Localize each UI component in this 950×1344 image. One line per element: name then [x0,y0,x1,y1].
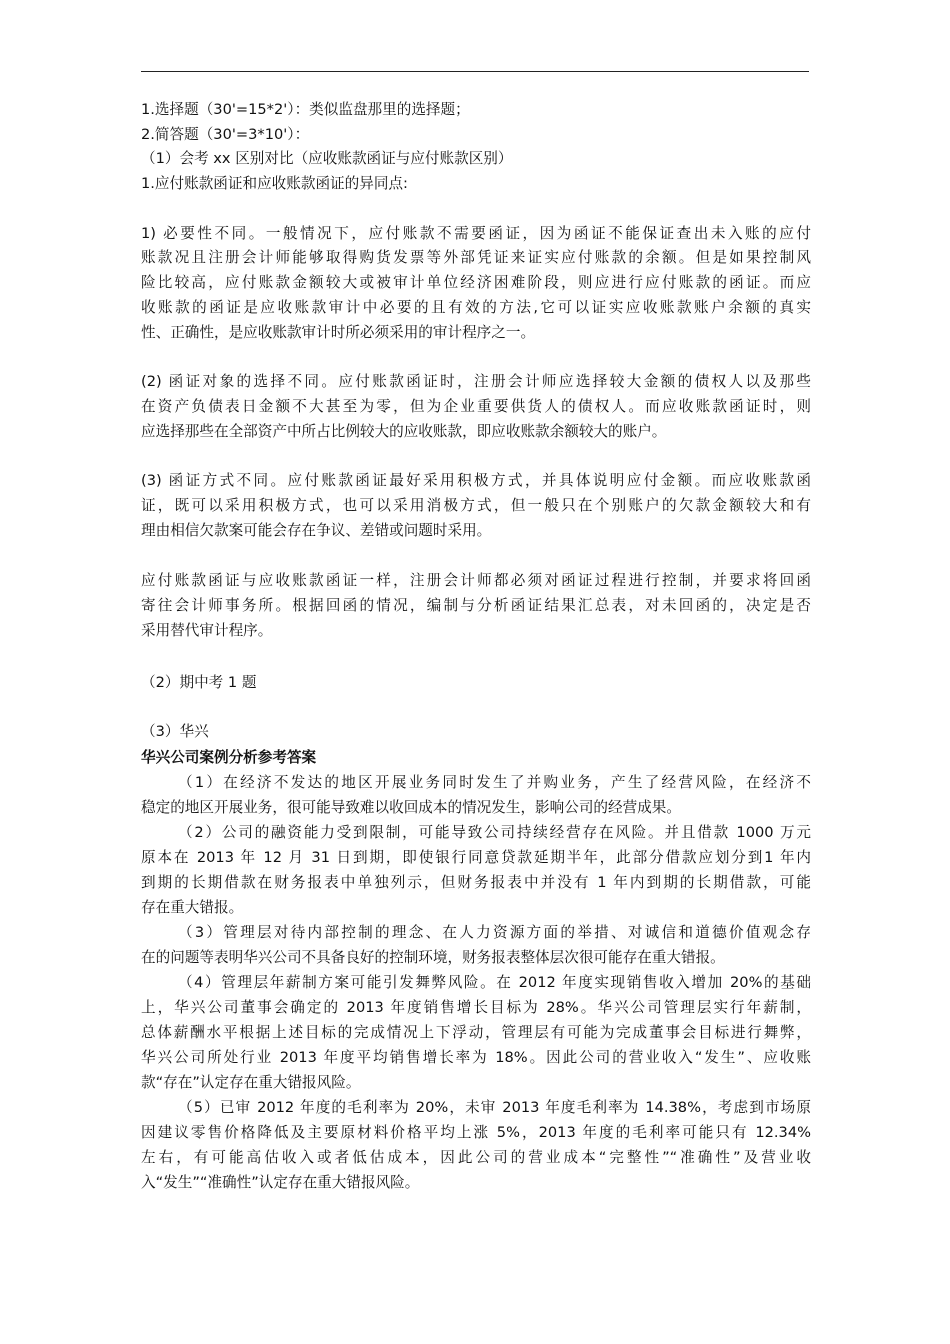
paragraph-line: 应付账款函证与应收账款函证一样，注册会计师都必须对函证过程进行控制，并要求将回函 [141,572,811,589]
case-line: 到期的长期借款在财务报表中单独列示，但财务报表中并没有 1 年内到期的长期借款，可能 [141,874,811,891]
case-title: 华兴公司案例分析参考答案 [141,749,317,766]
paragraph-line: 寄往会计师事务所。根据回函的情况，编制与分析函证结果汇总表，对未回函的，决定是否 [141,597,811,614]
case-line: 总体薪酬水平根据上述目标的完成情况上下浮动，管理层有可能为完成董事会目标进行舞弊， [141,1024,811,1041]
paragraph-line: 收账款的函证是应收账款审计中必要的且有效的方法,它可以证实应收账款账户余额的真实 [141,299,811,316]
comparison-heading: 1.应付账款函证和应收账款函证的异同点: [141,175,408,192]
paragraph-line: 理由相信欠款案可能会存在争议、差错或问题时采用。 [141,522,492,539]
case-line: 在的问题等表明华兴公司不具备良好的控制环境，财务报表整体层次很可能存在重大错报。 [141,949,725,966]
sub-question-2: （2）期中考 1 题 [141,674,257,691]
case-line: 存在重大错报。 [141,899,244,916]
sub-question-1: （1）会考 xx 区别对比（应收账款函证与应付账款区别） [141,150,513,167]
sub-question-3: （3）华兴 [141,723,209,740]
case-line: 稳定的地区开展业务，很可能导致难以收回成本的情况发生，影响公司的经营成果。 [141,799,681,816]
paragraph-line: (3) 函证方式不同。应付账款函证最好采用积极方式，并具体说明应付金额。而应收账款函 [141,472,811,489]
case-line: 原本在 2013 年 12 月 31 日到期，即使银行同意贷款延期半年，此部分借款应划分到1 年内 [141,849,811,866]
case-line: 入“发生”“准确性”认定存在重大错报风险。 [141,1174,420,1191]
case-line: 因建议零售价格降低及主要原材料价格平均上涨 5%，2013 年度的毛利率可能只有 12.34% [141,1124,811,1141]
paragraph-line: 1) 必要性不同。一般情况下，应付账款不需要函证，因为函证不能保证查出未入账的应付 [141,225,811,242]
paragraph-line: 账款况且注册会计师能够取得购货发票等外部凭证来证实应付账款的余额。但是如果控制风 [141,249,811,266]
case-line: 上，华兴公司董事会确定的 2013 年度销售增长目标为 28%。华兴公司管理层实行年薪制， [141,999,811,1016]
case-line: （2）公司的融资能力受到限制，可能导致公司持续经营存在风险。并且借款 1000 万元 [178,824,811,841]
paragraph-line: 在资产负债表日金额不大甚至为零，但为企业重要供货人的债权人。而应收账款函证时，则 [141,398,811,415]
case-line: （5）已审 2012 年度的毛利率为 20%，未审 2013 年度毛利率为 14.38%，考虑到市场原 [178,1099,811,1116]
case-line: （4）管理层年薪制方案可能引发舞弊风险。在 2012 年度实现销售收入增加 20%的基础 [178,974,811,991]
case-line: （3）管理层对待内部控制的理念、在人力资源方面的举措、对诚信和道德价值观念存 [178,924,811,941]
case-line: 华兴公司所处行业 2013 年度平均销售增长率为 18%。因此公司的营业收入“发生”、应收账 [141,1049,811,1066]
paragraph-line: 采用替代审计程序。 [141,622,273,639]
case-line: 款“存在”认定存在重大错报风险。 [141,1074,361,1091]
paragraph-line: 性、正确性，是应收账款审计时所必须采用的审计程序之一。 [141,324,536,341]
paragraph-line: 应选择那些在全部资产中所占比例较大的应收账款，即应收账款余额较大的账户。 [141,423,667,440]
question-type-2: 2.简答题（30'=3*10'）： [141,126,310,143]
paragraph-line: (2) 函证对象的选择不同。应付账款函证时，注册会计师应选择较大金额的债权人以及那些 [141,373,811,390]
paragraph-line: 险比较高，应付账款金额较大或被审计单位经济困难阶段，则应进行应付账款的函证。而应 [141,274,811,291]
case-line: （1）在经济不发达的地区开展业务同时发生了并购业务，产生了经营风险，在经济不 [178,774,811,791]
header-rule [141,71,809,72]
paragraph-line: 证，既可以采用积极方式，也可以采用消极方式，但一般只在个别账户的欠款金额较大和有 [141,497,811,514]
case-line: 左右，有可能高估收入或者低估成本，因此公司的营业成本“完整性”“准确性”及营业收 [141,1149,811,1166]
question-type-1: 1.选择题（30'=15*2'）：类似监盘那里的选择题； [141,101,470,118]
